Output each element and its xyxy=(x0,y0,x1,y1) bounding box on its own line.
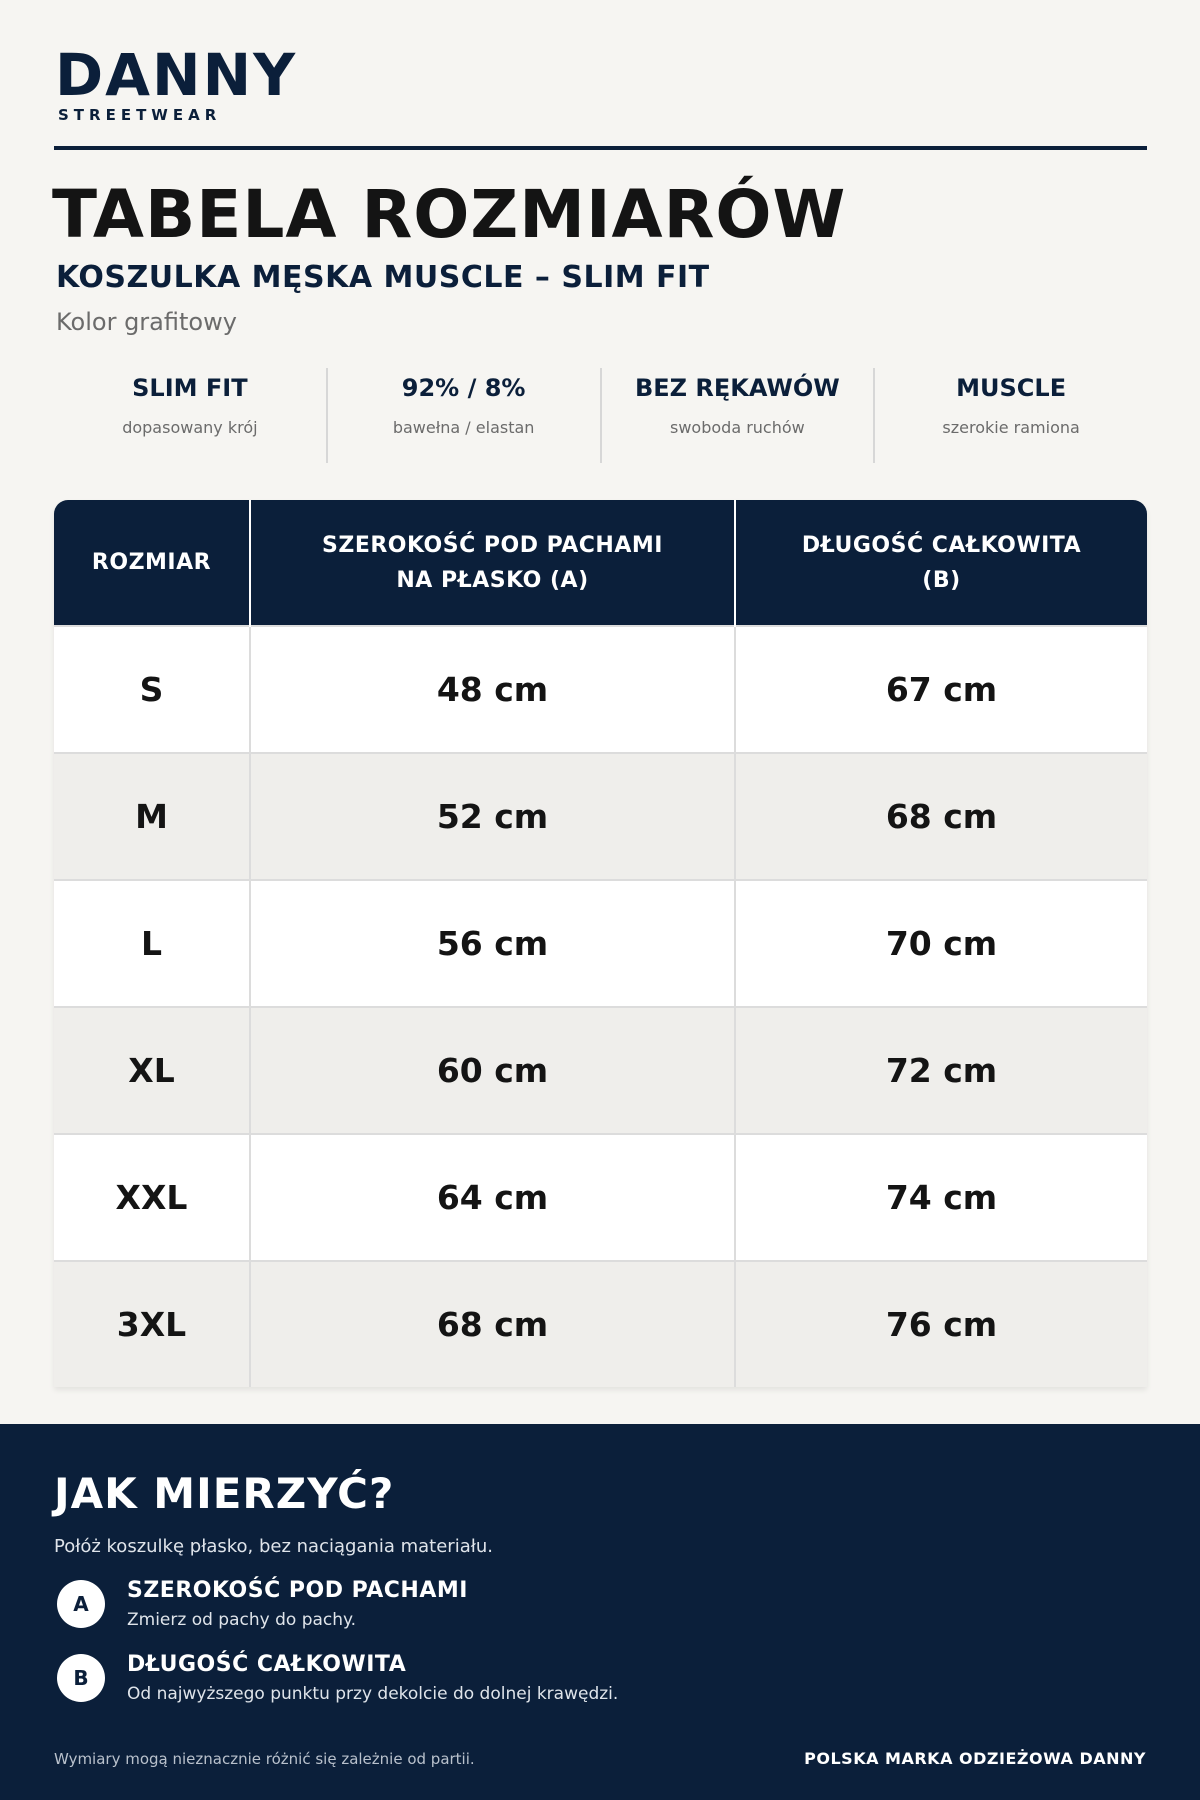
width-cell: 48 cm xyxy=(250,626,735,753)
length-cell: 74 cm xyxy=(735,1134,1147,1261)
size-cell: 3XL xyxy=(54,1261,250,1387)
header-width xyxy=(250,500,735,626)
feature-title: SLIM FIT xyxy=(132,374,248,402)
step-description: Od najwyższego punktu przy dekolcie do dolnej krawędzi. xyxy=(127,1684,619,1704)
measure-step-b xyxy=(57,1648,957,1708)
size-cell: XXL xyxy=(54,1134,250,1261)
how-to-measure-title: JAK MIERZYĆ? xyxy=(54,1469,395,1518)
width-cell: 68 cm xyxy=(250,1261,735,1387)
header-width-line2: NA PŁASKO (A) xyxy=(396,567,589,593)
width-cell: 60 cm xyxy=(250,1007,735,1134)
feature-title: MUSCLE xyxy=(956,374,1067,402)
length-cell: 68 cm xyxy=(735,753,1147,880)
step-badge-a: A xyxy=(57,1580,105,1628)
footer-note: Wymiary mogą nieznacznie różnić się zależnie od partii. xyxy=(54,1750,475,1768)
width-cell: 56 cm xyxy=(250,880,735,1007)
header-length-line1: DŁUGOŚĆ CAŁKOWITA xyxy=(801,532,1082,558)
feature-item xyxy=(328,368,602,463)
how-to-measure-intro: Połóż koszulkę płasko, bez naciągania materiału. xyxy=(54,1536,493,1557)
step-title: DŁUGOŚĆ CAŁKOWITA xyxy=(127,1652,407,1677)
size-table xyxy=(54,500,1147,1387)
page-title: TABELA ROZMIARÓW xyxy=(52,176,847,253)
size-cell: XL xyxy=(54,1007,250,1134)
brand-tagline: STREETWEAR xyxy=(58,106,222,124)
header-length-line2: (B) xyxy=(922,567,961,593)
feature-subtitle: szerokie ramiona xyxy=(942,418,1080,437)
feature-title: BEZ RĘKAWÓW xyxy=(634,374,840,402)
brand-logo xyxy=(55,40,297,124)
feature-subtitle: bawełna / elastan xyxy=(392,418,535,437)
feature-item xyxy=(875,368,1147,463)
size-cell: L xyxy=(54,880,250,1007)
header-size-label: ROZMIAR xyxy=(91,550,212,575)
table-row xyxy=(54,1007,1147,1134)
table-row xyxy=(54,1134,1147,1261)
header-length xyxy=(735,500,1147,626)
feature-subtitle: dopasowany krój xyxy=(122,418,258,437)
width-cell: 64 cm xyxy=(250,1134,735,1261)
size-table-grid xyxy=(54,500,1147,1387)
header-size xyxy=(54,500,250,626)
width-cell: 52 cm xyxy=(250,753,735,880)
step-badge-b: B xyxy=(57,1654,105,1702)
table-row xyxy=(54,626,1147,753)
header-width-line1: SZEROKOŚĆ POD PACHAMI xyxy=(322,532,663,558)
how-to-measure-section xyxy=(0,1424,1200,1800)
measure-step-a xyxy=(57,1574,957,1634)
brand-name: DANNY xyxy=(55,41,298,109)
step-title: SZEROKOŚĆ POD PACHAMI xyxy=(127,1578,468,1603)
table-header-row xyxy=(54,500,1147,626)
length-cell: 76 cm xyxy=(735,1261,1147,1387)
length-cell: 67 cm xyxy=(735,626,1147,753)
header-divider xyxy=(54,146,1147,150)
feature-item xyxy=(54,368,328,463)
table-row xyxy=(54,753,1147,880)
table-row xyxy=(54,1261,1147,1387)
step-description: Zmierz od pachy do pachy. xyxy=(127,1610,357,1630)
feature-item xyxy=(602,368,876,463)
feature-title: 92% / 8% xyxy=(401,374,526,402)
footer-brand-line: POLSKA MARKA ODZIEŻOWA DANNY xyxy=(804,1749,1146,1768)
size-cell: S xyxy=(54,626,250,753)
feature-strip xyxy=(54,368,1147,463)
table-row xyxy=(54,880,1147,1007)
feature-subtitle: swoboda ruchów xyxy=(670,418,805,437)
length-cell: 70 cm xyxy=(735,880,1147,1007)
length-cell: 72 cm xyxy=(735,1007,1147,1134)
product-name: KOSZULKA MĘSKA MUSCLE – SLIM FIT xyxy=(56,260,710,295)
product-color: Kolor grafitowy xyxy=(56,308,237,336)
size-cell: M xyxy=(54,753,250,880)
